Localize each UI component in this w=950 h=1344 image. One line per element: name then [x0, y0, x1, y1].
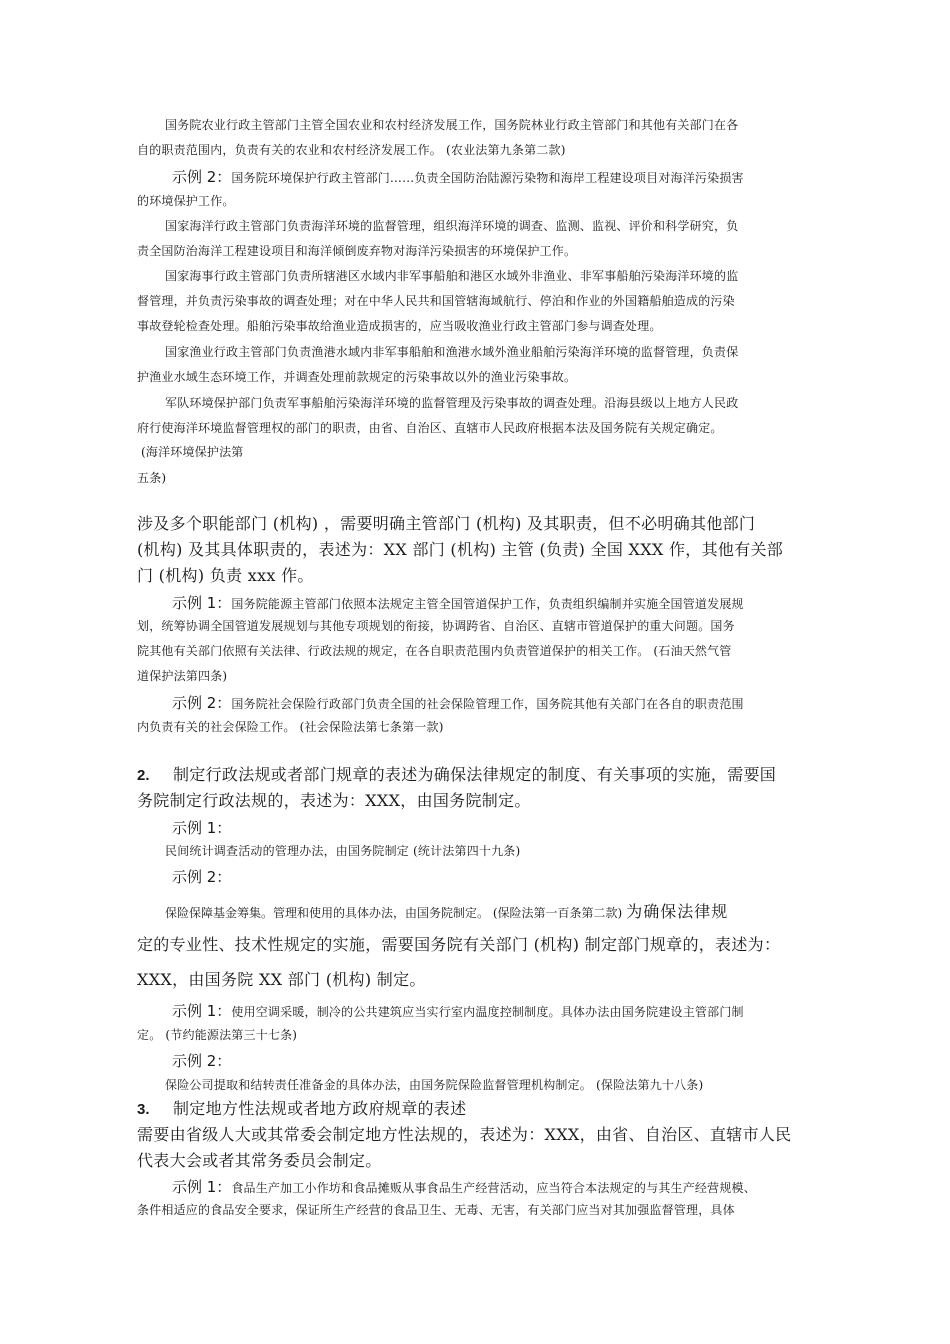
paragraph-line: 内负责有关的社会保险工作。 (社会保险法第七条第一款)	[137, 720, 444, 734]
section-number: 3.	[137, 1101, 150, 1118]
example-text: 保险保障基金筹集。管理和使用的具体办法，由国务院制定。 (保险法第一百条第二款)	[165, 906, 623, 920]
paragraph-line: 国家渔业行政主管部门负责渔港水域内非军事船舶和渔港水域外渔业船舶污染海洋环境的监督管理，负责保	[165, 345, 739, 359]
paragraph-line: 道保护法第四条)	[137, 669, 228, 683]
example-label: 示例 2：	[172, 868, 232, 886]
example-label: 示例 1：	[172, 1178, 232, 1196]
paragraph-line: 护渔业水域生态环境工作，并调查处理前款规定的污染事故以外的渔业污染事故。	[137, 370, 577, 384]
paragraph-line-large: 定的专业性、技术性规定的实施，需要国务院有关部门 (机构) 制定部门规章的，表述为：	[137, 935, 781, 954]
example-line	[172, 692, 744, 713]
paragraph-text-large: 为确保法律规	[626, 902, 729, 921]
example-text: 民间统计调查活动的管理办法，由国务院制定 (统计法第四十九条)	[165, 844, 521, 858]
example-label: 示例 1：	[172, 819, 232, 837]
paragraph-line: 军队环境保护部门负责军事船舶污染海洋环境的监督管理及污染事故的调查处理。沿海县级以上地方人民政	[165, 396, 739, 410]
mixed-size-line	[165, 899, 728, 922]
section-heading-line: 制定行政法规或者部门规章的表述为确保法律规定的制度、有关事项的实施，需要国	[173, 765, 777, 784]
example-label: 示例 1：	[172, 594, 232, 612]
paragraph-line: 国务院农业行政主管部门主管全国农业和农村经济发展工作，国务院林业行政主管部门和其他有关部门在各	[165, 118, 739, 132]
paragraph-line: 划，统筹协调全国管道发展规划与其他专项规划的衔接，协调跨省、自治区、直辖市管道保护的重大问题。国务	[137, 619, 735, 633]
example-text: 保险公司提取和结转责任准备金的具体办法，由国务院保险监督管理机构制定。 (保险法第九十八条)	[165, 1078, 704, 1092]
example-line	[172, 1000, 744, 1021]
section-number: 2.	[137, 767, 150, 784]
example-text: 使用空调采暖，制冷的公共建筑应当实行室内温度控制制度。具体办法由国务院建设主管部门制	[231, 1005, 744, 1019]
example-text: 食品生产加工小作坊和食品摊贩从事食品生产经营活动，应当符合本法规定的与其生产经营规模、	[231, 1181, 756, 1195]
paragraph-line: (海洋环境保护法第	[141, 445, 244, 459]
paragraph-line-large: 需要由省级人大或其常委会制定地方性法规的，表述为：XXX，由省、自治区、直辖市人民	[137, 1125, 792, 1144]
paragraph-line: 定。 (节约能源法第三十七条)	[137, 1028, 298, 1042]
paragraph-line-large: 涉及多个职能部门 (机构) ，需要明确主管部门 (机构) 及其职责，但不必明确其他部门	[137, 514, 756, 533]
paragraph-line-large: 代表大会或者其常务委员会制定。	[137, 1151, 382, 1170]
paragraph-line-large: (机构) 及其具体职责的，表述为：XX 部门 (机构) 主管 (负责) 全国 XXX 作，其他有关部	[137, 540, 784, 559]
example-label: 示例 1：	[172, 1002, 232, 1020]
example-text: 国务院环境保护行政主管部门……负责全国防治陆源污染物和海岸工程建设项目对海洋污染损害	[231, 171, 744, 185]
example-text: 国务院社会保险行政部门负责全国的社会保险管理工作，国务院其他有关部门在各自的职责范围	[231, 697, 744, 711]
paragraph-line: 府行使海洋环境监督管理权的部门的职责，由省、自治区、直辖市人民政府根据本法及国务院有关规定确定。	[137, 421, 723, 435]
paragraph-line-large: 门 (机构) 负责 xxx 作。	[137, 566, 314, 585]
example-label: 示例 2：	[172, 1052, 232, 1070]
example-line	[172, 592, 744, 613]
example-label: 示例 2：	[172, 694, 232, 712]
example-label: 示例 2：	[172, 168, 232, 186]
example-text: 国务院能源主管部门依照本法规定主管全国管道保护工作，负责组织编制并实施全国管道发展规	[231, 597, 744, 611]
paragraph-line: 事故登轮检查处理。船舶污染事故给渔业造成损害的，应当吸收渔业行政主管部门参与调查处理。	[137, 319, 662, 333]
paragraph-line-large: XXX，由国务院 XX 部门 (机构) 制定。	[137, 970, 426, 989]
paragraph-line: 国家海洋行政主管部门负责海洋环境的监督管理，组织海洋环境的调查、监测、监视、评价和科学研究，负	[165, 219, 739, 233]
paragraph-line: 院其他有关部门依照有关法律、行政法规的规定，在各自职责范围内负责管道保护的相关工作。 (石油天然气管	[137, 644, 732, 658]
paragraph-line: 五条)	[137, 471, 167, 485]
paragraph-line: 条件相适应的食品安全要求，保证所生产经营的食品卫生、无毒、无害，有关部门应当对其加强监督管理，具体	[137, 1203, 735, 1217]
paragraph-line: 自的职责范围内，负责有关的农业和农村经济发展工作。 (农业法第九条第二款)	[137, 143, 566, 157]
example-line	[172, 1176, 756, 1197]
paragraph-line: 督管理，并负责污染事故的调查处理；对在中华人民共和国管辖海域航行、停泊和作业的外国籍船舶造成的污染	[137, 294, 735, 308]
section-heading: 制定地方性法规或者地方政府规章的表述	[173, 1099, 467, 1118]
paragraph-line: 责全国防治海洋工程建设项目和海洋倾倒废弃物对海洋污染损害的环境保护工作。	[137, 244, 577, 258]
example-line	[172, 166, 744, 187]
section-heading-line: 务院制定行政法规的，表述为：XXX，由国务院制定。	[137, 791, 531, 810]
paragraph-line: 国家海事行政主管部门负责所辖港区水域内非军事船舶和港区水域外非渔业、非军事船舶污染海洋环境的监	[165, 269, 739, 283]
paragraph-line: 的环境保护工作。	[137, 194, 235, 208]
